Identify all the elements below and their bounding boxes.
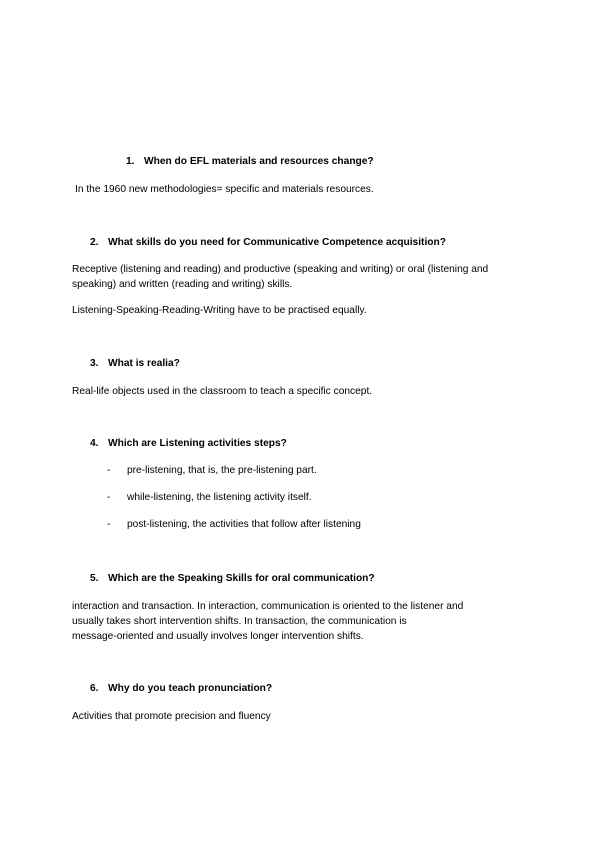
bullet-text: pre-listening, that is, the pre-listening part. [127, 465, 317, 476]
answer-2-paragraph-2: Listening-Speaking-Reading-Writing have to be practised equally. [72, 305, 367, 316]
list-item [107, 492, 312, 503]
question-5-number: 5. [90, 573, 99, 584]
answer-3: Real-life objects used in the classroom to teach a specific concept. [72, 386, 373, 397]
answer-2-line-2: speaking) and written (reading and writing) skills. [72, 279, 293, 290]
question-4-number: 4. [90, 438, 99, 449]
answer-1: In the 1960 new methodologies= specific and materials resources. [75, 184, 374, 195]
bullet-marker: - [107, 492, 111, 503]
question-3-heading [90, 358, 180, 369]
list-item [107, 519, 361, 530]
answer-5-line-1: interaction and transaction. In interaction, communication is oriented to the listener and [72, 601, 464, 612]
bullet-marker: - [107, 519, 111, 530]
question-1-heading [126, 156, 374, 167]
question-3-title: What is realia? [108, 358, 180, 369]
list-item [107, 465, 317, 476]
answer-5-line-3: message-oriented and usually involves longer intervention shifts. [72, 631, 364, 642]
question-1-number: 1. [126, 156, 135, 167]
answer-2-line-1: Receptive (listening and reading) and productive (speaking and writing) or oral (listening and [72, 264, 489, 275]
question-3-number: 3. [90, 358, 99, 369]
question-2-heading [90, 237, 446, 248]
question-5-title: Which are the Speaking Skills for oral communication? [108, 573, 375, 584]
question-6-number: 6. [90, 683, 99, 694]
bullet-text: while-listening, the listening activity itself. [127, 492, 312, 503]
question-6-heading [90, 683, 272, 694]
bullet-marker: - [107, 465, 111, 476]
bullet-text: post-listening, the activities that follow after listening [127, 519, 361, 530]
question-2-number: 2. [90, 237, 99, 248]
question-4-heading [90, 438, 287, 449]
answer-6: Activities that promote precision and fluency [72, 711, 271, 722]
question-1-title: When do EFL materials and resources change? [144, 156, 374, 167]
answer-5-line-2: usually takes short intervention shifts. In transaction, the communication is [72, 616, 407, 627]
question-4-title: Which are Listening activities steps? [108, 438, 287, 449]
question-5-heading [90, 573, 375, 584]
question-2-title: What skills do you need for Communicative Competence acquisition? [108, 237, 446, 248]
question-6-title: Why do you teach pronunciation? [108, 683, 273, 694]
